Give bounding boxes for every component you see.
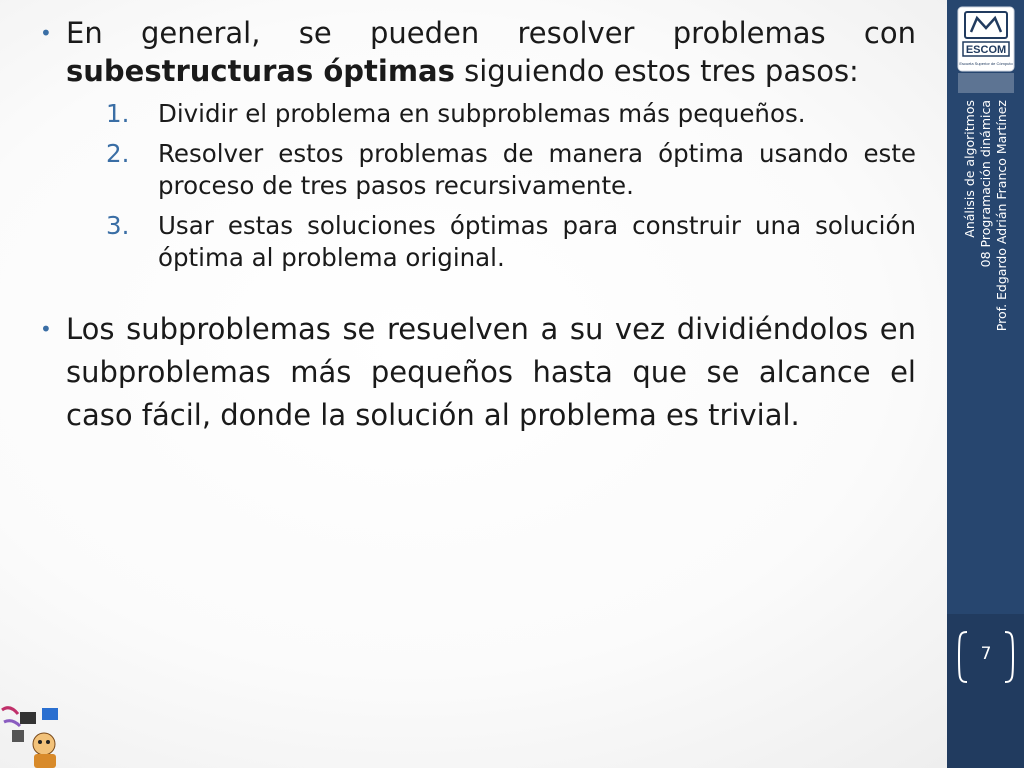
list-number: 2. — [106, 139, 130, 168]
list-item — [66, 210, 916, 274]
bullet-text: En general, se pueden resolver problemas con — [66, 16, 916, 50]
list-item-text: Resolver estos problemas de manera óptima usando este proceso de tres pasos recursivamente. — [158, 139, 916, 200]
list-item — [66, 138, 916, 202]
bullet-item — [40, 308, 916, 437]
course-info — [950, 100, 1022, 368]
bullet-text-end: siguiendo estos tres pasos: — [454, 54, 859, 88]
logo-text: ESCOM — [965, 44, 1007, 56]
logo-reflection — [957, 72, 1015, 94]
unit-name: 08 Programación dinámica — [978, 100, 993, 268]
bullet-icon: • — [40, 317, 52, 341]
list-item-text: Dividir el problema en subproblemas más pequeños. — [158, 99, 806, 128]
computer-mascot-clipart-icon — [0, 700, 72, 768]
bullet-icon: • — [40, 21, 52, 45]
bullet-item — [40, 14, 916, 274]
bullet-bold-text: subestructuras óptimas — [66, 54, 455, 88]
logo-subtext: Escuela Superior de Cómputo — [959, 61, 1013, 66]
steps-list — [66, 98, 916, 274]
course-name: Análisis de algoritmos — [962, 100, 977, 238]
bullet-text: Los subproblemas se resuelven a su vez dividiéndolos en subproblemas más pequeños hasta que se alcance el caso fácil, donde la solución al problema es trivial. — [66, 312, 916, 432]
list-number: 1. — [106, 99, 130, 128]
page-number: 7 — [980, 644, 992, 664]
slide-content — [40, 14, 916, 437]
escom-logo-icon — [957, 6, 1015, 72]
professor-name: Prof. Edgardo Adrián Franco Martínez — [994, 100, 1009, 332]
list-number: 3. — [106, 211, 130, 240]
list-item — [66, 98, 916, 130]
list-item-text: Usar estas soluciones óptimas para construir una solución óptima al problema original. — [158, 211, 916, 272]
